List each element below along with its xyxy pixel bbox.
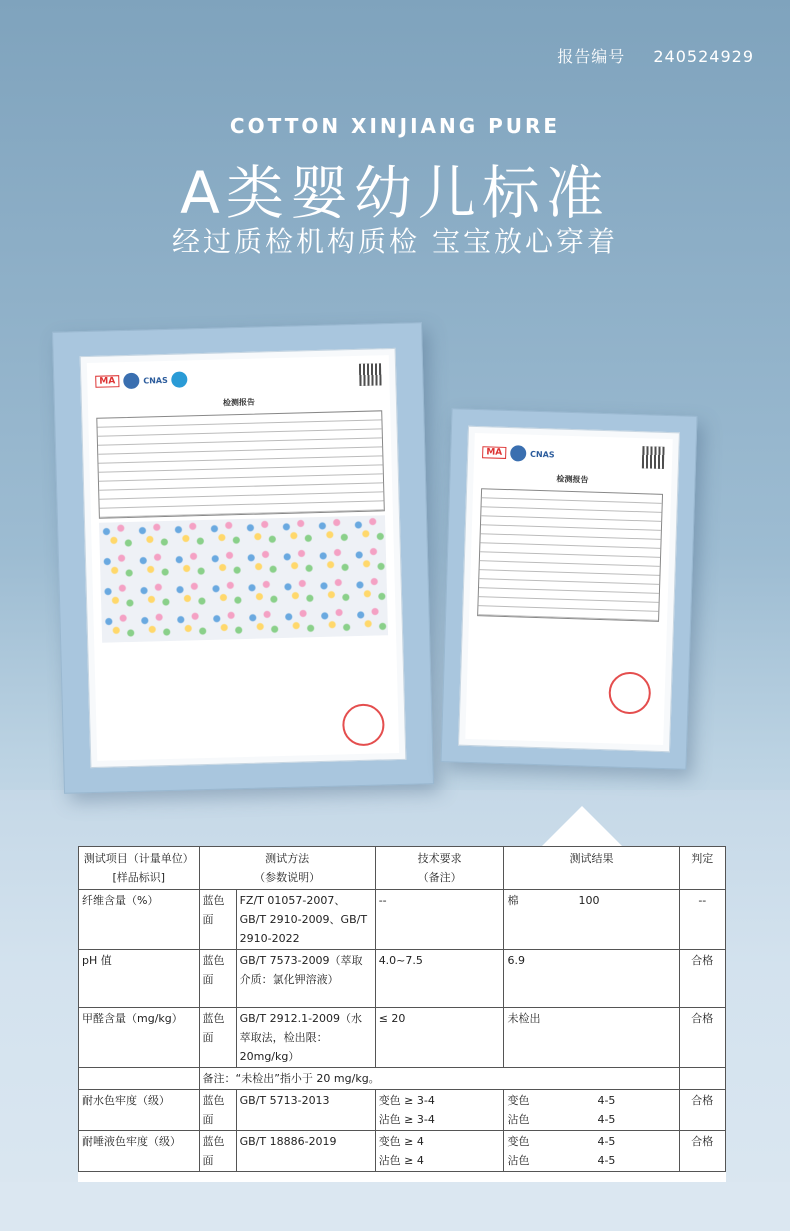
header-result: 测试结果 — [504, 847, 679, 890]
certificate-document-2 — [465, 433, 673, 745]
report-number-label: 报告编号 — [557, 47, 626, 66]
cell-sample: 蓝色面 — [199, 1131, 236, 1172]
cell-result: 变色 沾色4-5 4-5 — [504, 1131, 679, 1172]
cell-verdict: 合格 — [679, 950, 725, 1008]
cell-method: GB/T 18886-2019 — [236, 1131, 375, 1172]
bottom-band — [0, 1182, 790, 1231]
table-note-row — [79, 1068, 726, 1090]
chinese-subtitle: 经过质检机构质检 宝宝放心穿着 — [172, 225, 618, 258]
certificate-mat-2 — [458, 426, 680, 753]
cell-item: 耐唾液色牢度（级） — [79, 1131, 200, 1172]
table-row — [79, 1008, 726, 1068]
certificate-document-1 — [87, 355, 399, 761]
ilac-logo-icon — [123, 373, 139, 389]
test-results-panel — [78, 846, 726, 1182]
certificate-logos — [87, 355, 390, 395]
cell-result: 6.9 — [504, 950, 679, 1008]
cell-verdict: 合格 — [679, 1008, 725, 1068]
english-title: COTTON XINJIANG PURE — [229, 114, 561, 138]
cell-result: 未检出 — [504, 1008, 679, 1068]
certificate-results-table — [477, 488, 663, 622]
cell-sample: 蓝色面 — [199, 1090, 236, 1131]
cell-result: 变色 沾色4-5 4-5 — [504, 1090, 679, 1131]
cell-verdict: 合格 — [679, 1090, 725, 1131]
table-note: 备注：“未检出”指小于 20 mg/kg。 — [199, 1068, 679, 1090]
cell-requirement: 变色 ≥ 3-4 沾色 ≥ 3-4 — [375, 1090, 504, 1131]
cell-requirement: 变色 ≥ 4 沾色 ≥ 4 — [375, 1131, 504, 1172]
cell-requirement: 4.0~7.5 — [375, 950, 504, 1008]
cell-method: FZ/T 01057-2007、GB/T 2910-2009、GB/T 2910-2022 — [236, 890, 375, 950]
cell-method: GB/T 5713-2013 — [236, 1090, 375, 1131]
cma-logo-icon: MA — [482, 446, 506, 459]
table-row — [79, 1131, 726, 1172]
certificate-frame-1 — [52, 322, 434, 794]
cnas-logo-icon: CNAS — [530, 449, 555, 459]
cma-logo-icon: MA — [95, 375, 119, 388]
cnas-logo-icon: CNAS — [143, 375, 168, 386]
report-number — [557, 44, 754, 67]
header-requirement: 技术要求 （备注） — [375, 847, 504, 890]
cell-item: pH 值 — [79, 950, 200, 1008]
certificate-title-2: 检测报告 — [556, 474, 589, 485]
cell-verdict: -- — [679, 890, 725, 950]
header-method: 测试方法 （参数说明） — [199, 847, 375, 890]
certificate-mat-1 — [80, 348, 407, 768]
ilac-logo-icon — [510, 445, 526, 461]
table-row — [79, 950, 726, 1008]
table-row — [79, 1090, 726, 1131]
cell-method: GB/T 2912.1-2009（水萃取法，检出限：20mg/kg） — [236, 1008, 375, 1068]
cell-item: 甲醛含量（mg/kg） — [79, 1008, 200, 1068]
header-item: 测试项目（计量单位） [样品标识] — [79, 847, 200, 890]
qr-code-icon — [642, 446, 665, 469]
cell-requirement: -- — [375, 890, 504, 950]
callout-pointer — [540, 806, 624, 848]
cell-item: 纤维含量（%） — [79, 890, 200, 950]
test-results-table — [78, 846, 726, 1172]
official-stamp-icon — [608, 671, 651, 714]
cell-sample: 蓝色面 — [199, 890, 236, 950]
header-verdict: 判定 — [679, 847, 725, 890]
certificate-title: 检测报告 — [222, 397, 256, 408]
chinese-title: A类婴幼儿标准 — [180, 159, 610, 227]
fabric-sample-image — [99, 515, 388, 642]
official-stamp-icon — [342, 703, 385, 746]
cell-item: 耐水色牢度（级） — [79, 1090, 200, 1131]
cell-method: GB/T 7573-2009（萃取介质：氯化钾溶液） — [236, 950, 375, 1008]
cell-sample: 蓝色面 — [199, 950, 236, 1008]
table-row — [79, 890, 726, 950]
certificate-logos-2 — [474, 433, 673, 471]
report-number-value: 240524929 — [653, 47, 754, 66]
cell-requirement: ≤ 20 — [375, 1008, 504, 1068]
qr-code-icon — [359, 363, 382, 386]
cell-sample: 蓝色面 — [199, 1008, 236, 1068]
certificate-frame-2 — [441, 408, 698, 770]
certificate-info-table — [96, 410, 385, 518]
cell-result: 棉 100 — [504, 890, 679, 950]
cell-verdict: 合格 — [679, 1131, 725, 1172]
table-header-row — [79, 847, 726, 890]
quality-mark-icon — [172, 371, 188, 387]
